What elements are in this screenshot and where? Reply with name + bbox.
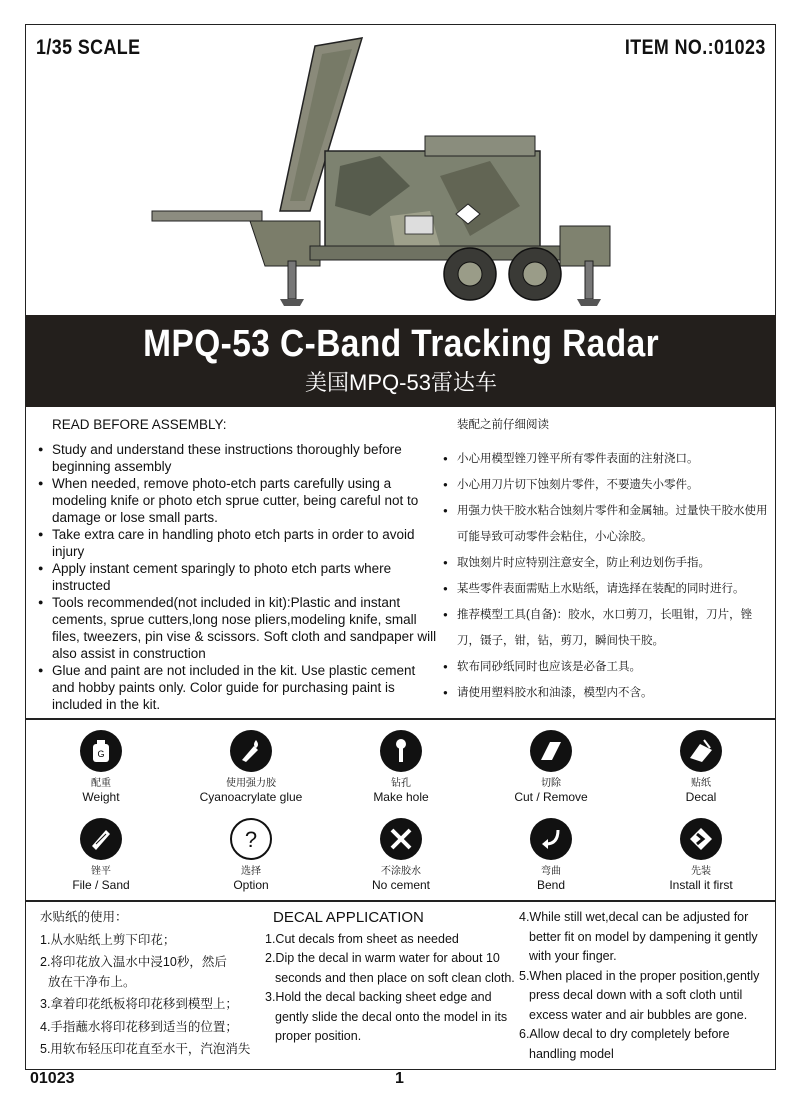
icon-label-en: Decal — [685, 790, 717, 804]
decal-heading-en: DECAL APPLICATION — [273, 909, 424, 926]
decal-step: press decal down with a soft cloth until — [529, 988, 743, 1002]
list-item: ● Study and understand these instructions thoroughly before beginning assembly — [38, 441, 438, 475]
decal-step: 放在干净布上。 — [48, 974, 136, 989]
list-item: ● When needed, remove photo-etch parts carefully using a modeling knife or photo etch sprue cutter, being careful not to damage or lose small parts. — [38, 475, 438, 526]
legend-decal — [626, 730, 776, 804]
icon-label-en: Install it first — [669, 878, 733, 892]
divider — [26, 900, 776, 902]
icon-label-en: No cement — [371, 878, 431, 892]
symbol-legend — [26, 728, 776, 900]
decal-step: excess water and air bubbles are gone. — [529, 1007, 748, 1022]
scale-label: 1/35 SCALE — [36, 36, 141, 59]
decal-step: 1.从水贴纸上剪下印花； — [40, 932, 176, 947]
icon-label-en: File / Sand — [72, 878, 130, 892]
footer-item-number: 01023 — [30, 1070, 75, 1087]
no-cement-icon — [386, 824, 416, 854]
list-item: ● 取蚀刻片时应特别注意安全，防止利边划伤手指。 — [443, 550, 773, 576]
title-english: MPQ-53 C-Band Tracking Radar — [143, 323, 659, 365]
decal-icon — [686, 736, 716, 766]
cut-icon — [536, 736, 566, 766]
icon-label-cn: 配重 — [91, 778, 111, 789]
list-item: ● 请使用塑料胶水和油漆，模型内不含。 — [443, 680, 773, 706]
weight-icon — [86, 736, 116, 766]
file-icon — [86, 824, 116, 854]
list-item: ● Apply instant cement sparingly to photo etch parts where instructed — [38, 560, 438, 594]
decal-step: better fit on model by dampening it gently — [529, 929, 758, 944]
icon-label-cn: 钻孔 — [391, 778, 411, 789]
decal-instructions-en — [265, 908, 520, 1047]
svg-text:?: ? — [244, 827, 258, 852]
decal-step: 6.Allow decal to dry completely before — [519, 1027, 730, 1041]
icon-label-cn: 先装 — [691, 866, 711, 877]
legend-drill — [326, 730, 476, 804]
decal-step: with your finger. — [529, 949, 617, 963]
bend-icon — [536, 824, 566, 854]
decal-instructions-en-cont — [519, 908, 774, 1064]
list-item: ● 软布同砂纸同时也应该是必备工具。 — [443, 654, 773, 680]
page-number: 1 — [395, 1070, 404, 1087]
legend-file — [26, 818, 176, 892]
legend-cut — [476, 730, 626, 804]
read-before-chinese — [443, 416, 773, 706]
icon-label-en: Cyanoacrylate glue — [199, 790, 303, 804]
icon-label-cn: 贴纸 — [691, 778, 711, 789]
read-before-heading: READ BEFORE ASSEMBLY: — [52, 417, 227, 432]
decal-step: 2.Dip the decal in warm water for about 10 — [265, 951, 500, 965]
list-item: ● 推荐模型工具(自备)：胶水，水口剪刀，长咀钳，刀片，锉刀，镊子，钳，钻，剪刀，瞬间快干胶。 — [443, 602, 773, 654]
install-first-icon — [686, 824, 716, 854]
svg-text:G: G — [97, 749, 105, 759]
title-band — [26, 315, 776, 407]
icon-label-cn: 切除 — [541, 778, 561, 789]
list-item: ● Tools recommended(not included in kit):Plastic and instant cements, sprue cutters,long nose pliers,modeling knife, small files, tweezers, pin vise & scissors. Soft cloth and sandpaper will also assist in construction — [38, 594, 438, 662]
decal-step: 2.将印花放入温水中浸10秒，然后 — [40, 955, 227, 969]
list-item: ● Glue and paint are not included in the kit. Use plastic cement and hobby paints only. Color guide for purchasing paint is included in the kit. — [38, 662, 438, 713]
icon-label-en: Make hole — [373, 790, 429, 804]
radar-vehicle-illustration — [140, 36, 640, 316]
icon-label-cn: 不涂胶水 — [381, 866, 421, 877]
decal-step: 1.Cut decals from sheet as needed — [265, 931, 459, 946]
decal-instructions-cn — [40, 908, 265, 1060]
decal-step: 5.用软布轻压印花直至水干，汽泡消失 — [40, 1042, 251, 1056]
icon-label-en: Option — [233, 878, 269, 892]
read-before-heading-cn: 装配之前仔细阅读 — [457, 419, 549, 431]
item-number: ITEM NO.:01023 — [625, 36, 766, 59]
option-icon — [236, 824, 266, 854]
icon-label-cn: 使用强力胶 — [226, 778, 276, 789]
legend-no-cement — [326, 818, 476, 892]
decal-step: gently slide the decal onto the model in its — [275, 1009, 508, 1024]
decal-step: proper position. — [275, 1029, 362, 1043]
decal-step: handling model — [529, 1046, 614, 1061]
read-before-english — [38, 416, 438, 713]
icon-label-cn: 锉平 — [91, 866, 111, 877]
icon-label-en: Bend — [536, 878, 566, 892]
icon-label-en: Weight — [82, 790, 120, 804]
list-item: ● Take extra care in handling photo etch parts in order to avoid injury — [38, 526, 438, 560]
decal-step: 3.拿着印花纸板将印花移到模型上； — [40, 997, 238, 1011]
divider — [26, 718, 776, 720]
icon-label-en: Cut / Remove — [514, 790, 588, 804]
decal-step: seconds and then place on soft clean cloth. — [275, 970, 515, 985]
list-item: ● 小心用刀片切下蚀刻片零件，不要遗失小零件。 — [443, 472, 773, 498]
drill-icon — [386, 736, 416, 766]
icon-label-cn: 选择 — [241, 866, 261, 877]
legend-option — [176, 818, 326, 892]
legend-weight — [26, 730, 176, 804]
decal-step: 4.手指蘸水将印花移到适当的位置； — [40, 1019, 238, 1034]
list-item: ● 小心用模型锉刀锉平所有零件表面的注射浇口。 — [443, 446, 773, 472]
legend-glue — [176, 730, 326, 804]
icon-label-cn: 弯曲 — [541, 866, 561, 877]
decal-step: 4.While still wet,decal can be adjusted for — [519, 910, 749, 924]
legend-bend — [476, 818, 626, 892]
glue-icon — [236, 736, 266, 766]
decal-heading-cn: 水贴纸的使用： — [40, 910, 128, 924]
list-item: ● 用强力快干胶水粘合蚀刻片零件和金属轴。过量快干胶水使用可能导致可动零件会粘住，小心涂胶。 — [443, 498, 773, 550]
title-chinese: 美国MPQ-53雷达车 — [305, 370, 497, 395]
list-item: ● 某些零件表面需贴上水贴纸，请选择在装配的同时进行。 — [443, 576, 773, 602]
decal-step: 5.When placed in the proper position,gently — [519, 968, 760, 983]
legend-install-first — [626, 818, 776, 892]
decal-step: 3.Hold the decal backing sheet edge and — [265, 990, 492, 1004]
